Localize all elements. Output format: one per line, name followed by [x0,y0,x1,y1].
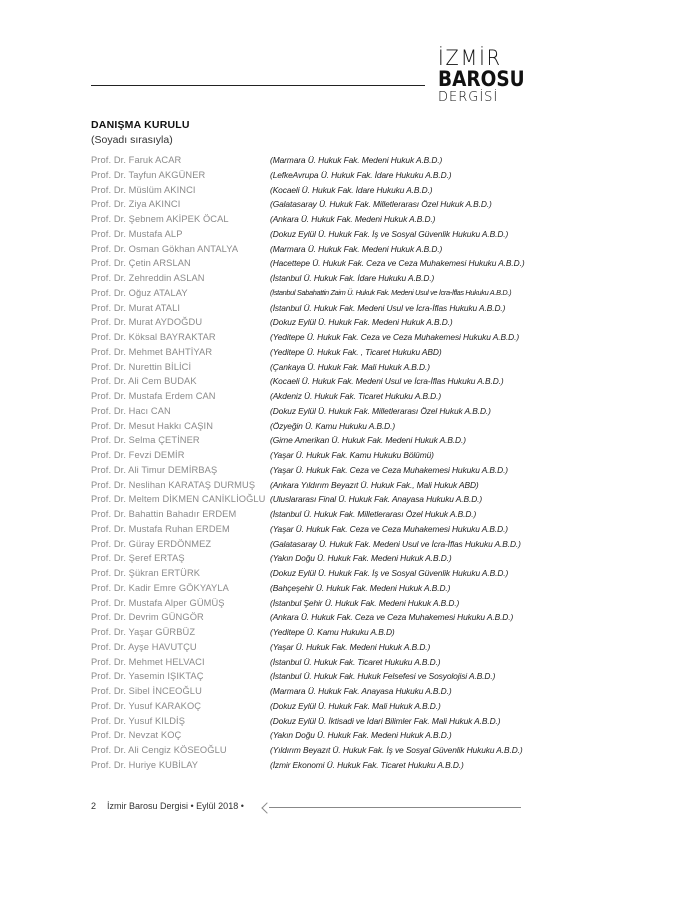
member-row [91,317,531,332]
member-name: Prof. Dr. Huriye KUBİLAY [91,759,199,770]
member-row [91,435,531,450]
member-affiliation: (Yaşar Ü. Hukuk Fak. Medeni Hukuk A.B.D.) [270,641,431,652]
member-row [91,376,531,391]
member-row [91,258,531,273]
logo-line-dergisi: DERGİSİ [438,90,499,105]
member-name: Prof. Dr. Hacı CAN [91,405,171,416]
member-name: Prof. Dr. Murat ATALI [91,302,181,313]
journal-logo [438,48,528,104]
member-row [91,214,531,229]
member-affiliation: (İstanbul Ü. Hukuk Fak. Medeni Usul ve İcra-İflas Hukuku A.B.D.) [270,302,506,313]
member-row [91,524,531,539]
member-row [91,421,531,436]
member-row [91,627,531,642]
member-row [91,509,531,524]
member-row [91,244,531,259]
member-affiliation: (Dokuz Eylül Ü. Hukuk Fak. İş ve Sosyal Güvenlik Hukuku A.B.D.) [270,568,509,578]
member-affiliation: (İstanbul Sabahattin Zaim Ü. Hukuk Fak. Medeni Usul ve İcra-İflas Hukuku A.B.D.) [270,287,512,297]
section-title: DANIŞMA KURULU [91,119,190,131]
footer-rule-tip [261,802,272,813]
member-affiliation: (Özyeğin Ü. Kamu Hukuku A.B.D.) [270,420,396,431]
member-affiliation: (Uluslararası Final Ü. Hukuk Fak. Anayasa Hukuku A.B.D.) [270,494,483,505]
member-affiliation: (Çankaya Ü. Hukuk Fak. Mali Hukuk A.B.D.) [270,361,430,372]
member-affiliation: (Galatasaray Ü. Hukuk Fak. Medeni Usul ve İcra-İflas Hukuku A.B.D.) [270,538,521,549]
member-affiliation: (Marmara Ü. Hukuk Fak. Medeni Hukuk A.B.D.) [270,243,443,254]
member-row [91,671,531,686]
member-row [91,730,531,745]
member-row [91,229,531,244]
member-name: Prof. Dr. Şükran ERTÜRK [91,568,201,578]
logo-line-izmir: İZMİR [438,46,502,70]
member-row [91,494,531,509]
member-row [91,745,531,760]
header-rule [91,85,425,86]
member-affiliation: (İstanbul Ü. Hukuk Fak. Ticaret Hukuku A.B.D.) [270,656,441,667]
member-name: Prof. Dr. Mustafa Ruhan ERDEM [91,523,230,534]
member-name: Prof. Dr. Mustafa Alper GÜMÜŞ [91,597,225,608]
member-row [91,760,531,775]
member-row [91,716,531,731]
page-number: 2 [91,801,97,811]
member-row [91,199,531,214]
member-row [91,465,531,480]
member-name: Prof. Dr. Devrim GÜNGÖR [91,612,204,623]
member-row [91,155,531,170]
member-affiliation: (Yeditepe Ü. Hukuk Fak. , Ticaret Hukuku ABD) [270,346,442,357]
member-name: Prof. Dr. Şebnem AKİPEK ÖCAL [91,214,229,224]
member-affiliation: (İstanbul Ü. Hukuk Fak. Hukuk Felsefesi ve Sosyolojisi A.B.D.) [270,671,496,682]
member-name: Prof. Dr. Tayfun AKGÜNER [91,169,206,180]
member-name: Prof. Dr. Mehmet BAHTİYAR [91,346,213,357]
member-name: Prof. Dr. Ali Cengiz KÖSEOĞLU [91,745,227,755]
member-affiliation: (Ankara Ü. Hukuk Fak. Ceza ve Ceza Muhakemesi Hukuku A.B.D.) [270,612,514,623]
member-name: Prof. Dr. Meltem DİKMEN CANİKLİOĞLU [91,494,266,505]
member-affiliation: (Yaşar Ü. Hukuk Fak. Kamu Hukuku Bölümü) [270,450,434,460]
member-affiliation: (Marmara Ü. Hukuk Fak. Medeni Hukuk A.B.D.) [270,155,443,165]
member-name: Prof. Dr. Kadir Emre GÖKYAYLA [91,582,229,593]
member-row [91,583,531,598]
member-name: Prof. Dr. Neslihan KARATAŞ DURMUŞ [91,479,256,490]
member-affiliation: (Dokuz Eylül Ü. Hukuk Fak. Medeni Hukuk A.B.D.) [270,317,453,328]
member-row [91,568,531,583]
member-row [91,332,531,347]
member-affiliation: (İstanbul Şehir Ü. Hukuk Fak. Medeni Hukuk A.B.D.) [270,597,460,608]
member-affiliation: (Girne Amerikan Ü. Hukuk Fak. Medeni Hukuk A.B.D.) [270,435,466,446]
member-row [91,170,531,185]
footer-rule [269,807,521,808]
page-footer [91,801,521,815]
member-row [91,273,531,288]
advisory-board-list [91,155,531,775]
member-name: Prof. Dr. Şeref ERTAŞ [91,553,185,564]
member-row [91,288,531,303]
member-affiliation: (Yaşar Ü. Hukuk Fak. Ceza ve Ceza Muhakemesi Hukuku A.B.D.) [270,523,508,534]
member-affiliation: (Ankara Yıldırım Beyazıt Ü. Hukuk Fak., Mali Hukuk ABD) [270,479,479,490]
member-affiliation: (Yakın Doğu Ü. Hukuk Fak. Medeni Hukuk A.B.D.) [270,730,452,741]
member-row [91,612,531,627]
member-affiliation: (LefkeAvrupa Ü. Hukuk Fak. İdare Hukuku A.B.D.) [270,169,452,180]
member-row [91,391,531,406]
member-name: Prof. Dr. Ali Cem BUDAK [91,376,197,387]
member-name: Prof. Dr. Fevzi DEMİR [91,450,185,460]
member-affiliation: (Marmara Ü. Hukuk Fak. Anayasa Hukuku A.B.D.) [270,686,452,696]
member-row [91,553,531,568]
member-name: Prof. Dr. Zehreddin ASLAN [91,273,205,283]
member-name: Prof. Dr. Ayşe HAVUTÇU [91,641,197,652]
member-row [91,701,531,716]
member-name: Prof. Dr. Güray ERDÖNMEZ [91,538,212,549]
member-affiliation: (Dokuz Eylül Ü. Hukuk Fak. Mali Hukuk A.B.D.) [270,700,441,711]
member-affiliation: (Dokuz Eylül Ü. İktisadi ve İdari Bilimler Fak. Mali Hukuk A.B.D.) [270,715,501,726]
member-row [91,539,531,554]
member-name: Prof. Dr. Sibel İNCEOĞLU [91,686,202,696]
member-affiliation: (Akdeniz Ü. Hukuk Fak. Ticaret Hukuku A.B.D.) [270,391,442,401]
member-name: Prof. Dr. Bahattin Bahadır ERDEM [91,509,237,519]
member-name: Prof. Dr. Ali Timur DEMİRBAŞ [91,464,218,475]
member-name: Prof. Dr. Mustafa Erdem CAN [91,391,216,401]
member-name: Prof. Dr. Osman Gökhan ANTALYA [91,243,239,254]
member-row [91,347,531,362]
member-affiliation: (Galatasaray Ü. Hukuk Fak. Milletlerarası Özel Hukuk A.B.D.) [270,199,492,210]
member-affiliation: (Yakın Doğu Ü. Hukuk Fak. Medeni Hukuk A.B.D.) [270,553,452,564]
member-affiliation: (İzmir Ekonomi Ü. Hukuk Fak. Ticaret Hukuku A.B.D.) [270,759,464,770]
member-affiliation: (İstanbul Ü. Hukuk Fak. Milletlerarası Özel Hukuk A.B.D.) [270,509,477,519]
member-name: Prof. Dr. Nevzat KOÇ [91,730,182,741]
logo-line-barosu: BAROSU [438,67,525,91]
footer-journal-text: İzmir Barosu Dergisi • Eylül 2018 • [107,801,244,811]
member-affiliation: (Dokuz Eylül Ü. Hukuk Fak. Milletlerarası Özel Hukuk A.B.D.) [270,405,491,416]
member-name: Prof. Dr. Müslüm AKINCI [91,184,196,195]
member-name: Prof. Dr. Nurettin BİLİCİ [91,361,192,372]
member-name: Prof. Dr. Ziya AKINCI [91,199,181,210]
member-name: Prof. Dr. Mesut Hakkı CAŞIN [91,420,214,431]
member-name: Prof. Dr. Çetin ARSLAN [91,258,191,269]
member-name: Prof. Dr. Selma ÇETİNER [91,435,200,446]
member-affiliation: (Hacettepe Ü. Hukuk Fak. Ceza ve Ceza Muhakemesi Hukuku A.B.D.) [270,258,525,269]
member-row [91,642,531,657]
section-subtitle: (Soyadı sırasıyla) [91,134,173,146]
member-row [91,480,531,495]
member-affiliation: (Kocaeli Ü. Hukuk Fak. Medeni Usul ve İcra-İflas Hukuku A.B.D.) [270,376,504,387]
member-affiliation: (Yıldırım Beyazıt Ü. Hukuk Fak. İş ve Sosyal Güvenlik Hukuku A.B.D.) [270,745,523,755]
member-name: Prof. Dr. Köksal BAYRAKTAR [91,332,216,342]
member-affiliation: (Dokuz Eylül Ü. Hukuk Fak. İş ve Sosyal Güvenlik Hukuku A.B.D.) [270,228,509,239]
member-name: Prof. Dr. Yaşar GÜRBÜZ [91,627,196,637]
member-row [91,362,531,377]
member-name: Prof. Dr. Mustafa ALP [91,228,183,239]
member-affiliation: (Kocaeli Ü. Hukuk Fak. İdare Hukuku A.B.D.) [270,184,433,195]
member-row [91,657,531,672]
member-row [91,185,531,200]
member-affiliation: (Yeditepe Ü. Hukuk Fak. Ceza ve Ceza Muhakemesi Hukuku A.B.D.) [270,332,520,342]
member-affiliation: (Bahçeşehir Ü. Hukuk Fak. Medeni Hukuk A.B.D.) [270,582,451,593]
member-row [91,686,531,701]
member-affiliation: (Ankara Ü. Hukuk Fak. Medeni Hukuk A.B.D.) [270,214,436,224]
member-name: Prof. Dr. Murat AYDOĞDU [91,317,203,328]
member-name: Prof. Dr. Yusuf KILDİŞ [91,715,186,726]
member-name: Prof. Dr. Yasemin IŞIKTAÇ [91,671,204,682]
member-affiliation: (İstanbul Ü. Hukuk Fak. İdare Hukuku A.B.D.) [270,273,435,283]
member-name: Prof. Dr. Mehmet HELVACI [91,656,205,667]
member-row [91,598,531,613]
member-affiliation: (Yeditepe Ü. Kamu Hukuku A.B.D) [270,627,395,637]
member-row [91,303,531,318]
member-name: Prof. Dr. Yusuf KARAKOÇ [91,700,202,711]
member-name: Prof. Dr. Faruk ACAR [91,155,182,165]
member-affiliation: (Yaşar Ü. Hukuk Fak. Ceza ve Ceza Muhakemesi Hukuku A.B.D.) [270,464,508,475]
member-row [91,450,531,465]
member-name: Prof. Dr. Oğuz ATALAY [91,287,188,298]
member-row [91,406,531,421]
